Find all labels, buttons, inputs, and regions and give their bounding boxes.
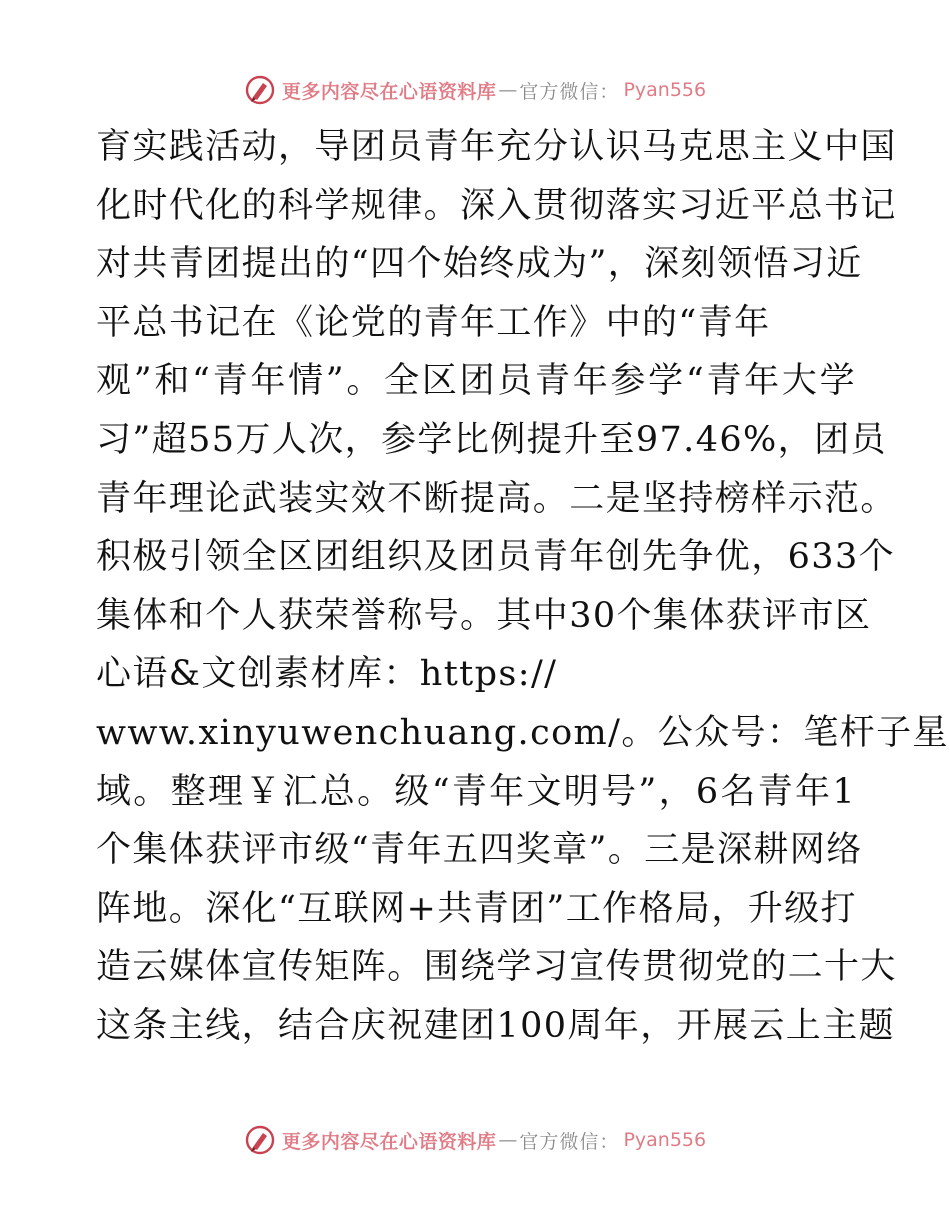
document-body [96, 118, 949, 1056]
body-line: 造云媒体宣传矩阵。围绕学习宣传贯彻党的二十大 [96, 947, 897, 988]
body-line: 域。整理￥汇总。级“青年文明号”，6名青年1 [96, 771, 856, 812]
body-line: 化时代化的科学规律。深入贯彻落实习近平总书记 [96, 185, 897, 226]
body-line: 育实践活动，导团员青年充分认识马克思主义中国 [96, 127, 897, 167]
body-line: 阵地。深化“互联网+共青团”工作格局，升级打 [96, 888, 857, 929]
banner-main-text: 更多内容尽在心语资料库 [281, 1130, 497, 1153]
banner-wechat-id: Pyan556 [623, 79, 707, 101]
body-line: 集体和个人获荣誉称号。其中30个集体获评市区 [96, 595, 872, 636]
banner-dash: — [498, 79, 518, 101]
body-line: 个集体获评市级“青年五四奖章”。三是深耕网络 [96, 830, 863, 871]
body-line: 观”和“青年情”。全区团员青年参学“青年大学 [96, 361, 856, 402]
header-banner [0, 70, 950, 110]
body-line: 心语&文创素材库：https:// [96, 654, 558, 695]
body-line: 青年理论武装实效不断提高。二是坚持榜样示范。 [96, 478, 897, 519]
pen-circle-icon [244, 74, 276, 106]
footer-banner [0, 1120, 950, 1160]
body-line: 积极引领全区团组织及团员青年创先争优，633个 [96, 537, 896, 578]
body-line: 习”超55万人次，参学比例提升至97.46%，团员 [96, 419, 887, 460]
banner-wechat-id: Pyan556 [623, 1129, 707, 1151]
banner-main-text: 更多内容尽在心语资料库 [281, 80, 497, 103]
body-line: www.xinyuwenchuang.com/。公众号：笔杆子星 [96, 712, 949, 753]
banner-sub-text: 官方微信： [519, 1130, 620, 1153]
body-line: 对共青团提出的“四个始终成为”，深刻领悟习近 [96, 244, 863, 285]
body-line: 这条主线，结合庆祝建团100周年，开展云上主题 [96, 1005, 896, 1046]
banner-dash: — [498, 1129, 518, 1151]
pen-circle-icon [244, 1124, 276, 1156]
banner-sub-text: 官方微信： [519, 80, 620, 103]
body-line: 平总书记在《论党的青年工作》中的“青年 [96, 302, 771, 343]
